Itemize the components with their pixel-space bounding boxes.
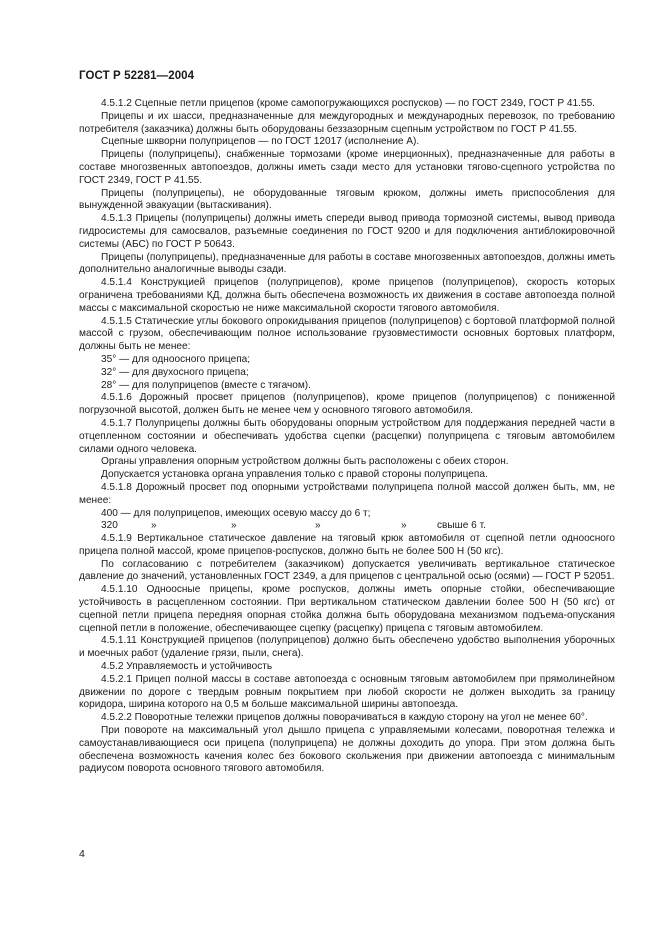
list-item-clearance-320 — [79, 520, 615, 533]
paragraph-kingpins: Сцепные шкворни полуприцепов — по ГОСТ 12017 (исполнение А). — [101, 136, 420, 148]
document-header: ГОСТ Р 52281—2004 — [79, 70, 195, 82]
paragraph-rear-outputs: Прицепы (полуприцепы), предназначенные для работы в составе многозвенных автопоездов, должны иметь дополнительно аналогичные выводы сзади. — [79, 251, 615, 276]
ditto-mark: » — [315, 520, 321, 532]
list-item-angle-35: 35° — для одноосного прицепа; — [101, 353, 251, 365]
ditto-mark: » — [151, 520, 157, 532]
ditto-mark: » — [401, 520, 407, 532]
clause-4-5-1-9: 4.5.1.9 Вертикальное статическое давление на тяговый крюк автомобиля от сцепной петли одноосного прицепа полной массой, кроме прицепов-роспусков, должно быть не более 500 Н (50 кгс). — [79, 533, 615, 557]
clause-4-5-1-7: 4.5.1.7 Полуприцепы должны быть оборудованы опорным устройством для поддержания передней части в отцепленном состоянии и обеспечивать удобства сцепки (расцепки) полуприцепа с тяговым автомобилем силами одного человека. — [79, 417, 615, 455]
list-item-angle-28: 28° — для полуприцепов (вместе с тягачом). — [101, 379, 311, 391]
document-body — [79, 98, 615, 776]
ditto-mark: » — [231, 520, 237, 532]
clearance-condition: свыше 6 т. — [437, 520, 486, 532]
clause-4-5-2-1: 4.5.2.1 Прицеп полной массы в составе автопоезда с основным тяговым автомобилем при прямолинейном движении по дороге с твердым ровным покрытием при любой скорости не должен выходить за границу коридора, ширина которого на 0,5 м больше максимальной ширины автопоезда. — [79, 673, 615, 711]
clearance-value: 320 — [101, 520, 118, 532]
page-number: 4 — [79, 848, 85, 860]
paragraph-evacuation: Прицепы (полуприцепы), не оборудованные тяговым крюком, должны иметь приспособления для вынужденной эвакуации (вытаскивания). — [79, 187, 615, 212]
clause-4-5-1-5: 4.5.1.5 Статические углы бокового опрокидывания прицепов (полуприцепов) с бортовой платформой полной массой с грузом, обеспечивающим полное использование грузовместимости основных бортовых платформ, должны быть не менее: — [79, 315, 615, 353]
paragraph-intercity-trailers: Прицепы и их шасси, предназначенные для междугородных и международных перевозок, по требованию потребителя (заказчика) должны быть оборудованы беззазорным сцепным устройством по ГОСТ Р 41.55. — [79, 110, 615, 135]
list-item-angle-32: 32° — для двухосного прицепа; — [101, 366, 249, 378]
clause-4-5-1-2: 4.5.1.2 Сцепные петли прицепов (кроме самопогружающихся роспусков) — по ГОСТ 2349, ГОСТ Р 41.55. — [101, 98, 595, 109]
clause-4-5-1-4: 4.5.1.4 Конструкцией прицепов (полуприцепов), кроме прицепов (полуприцепов), скорость которых ограничена требованиями КД, должна быть обеспечена возможность их движения в составе автопоезда полной массы с максимальной скоростью не ниже максимальной скорости тягового автомобиля. — [79, 277, 615, 314]
paragraph-max-turn-angle: При повороте на максимальный угол дышло прицепа с управляемыми колесами, поворотная тележка и самоустанавливающиеся оси прицепа (полуприцепа) не должны доходить до упора. При этом должна быть обеспечена возможность качения колес без бокового скольжения при движении автопоезда с минимальным радиусом поворота основного тягового автомобиля. — [79, 725, 615, 775]
clause-4-5-1-3: 4.5.1.3 Прицепы (полуприцепы) должны иметь спереди вывод привода тормозной системы, вывод привода гидросистемы для самосвалов, разъемные соединения по ГОСТ 9200 и для подключения антиблокировочной системы (АБС) по ГОСТ Р 50643. — [79, 213, 615, 250]
clause-4-5-2-2: 4.5.2.2 Поворотные тележки прицепов должны поворачиваться в каждую сторону на угол не менее 60°. — [101, 712, 588, 724]
paragraph-controls-both-sides: Органы управления опорным устройством должны быть расположены с обеих сторон. — [101, 456, 509, 468]
clause-4-5-1-8: 4.5.1.8 Дорожный просвет под опорными устройствами полуприцепа полной массой должен быть, мм, не менее: — [79, 481, 615, 506]
clause-4-5-1-11: 4.5.1.11 Конструкцией прицепов (полуприцепов) должно быть обеспечено удобство выполнения уборочных и моечных работ (удаление грязи, пыли, снега). — [79, 635, 615, 660]
list-item-clearance-400: 400 — для полуприцепов, имеющих осевую массу до 6 т; — [101, 507, 371, 519]
paragraph-braked-trailers: Прицепы (полуприцепы), снабженные тормозами (кроме инерционных), предназначенные для работы в составе многозвенных автопоездов, должны иметь сзади место для установки тягово-сцепного устройства по ГОСТ 2349, ГОСТ Р 41.55. — [79, 149, 615, 186]
paragraph-agreement-pressure: По согласованию с потребителем (заказчиком) допускается увеличивать вертикальное статическое давление до значений, установленных ГОСТ 2349, а для прицепов с центральной осью (осями) — ГОСТ Р 52051. — [79, 558, 615, 583]
clause-4-5-1-10: 4.5.1.10 Одноосные прицепы, кроме роспусков, должны иметь опорные стойки, обеспечивающие устойчивость в расцепленном состоянии. При вертикальном статическом давлении более 500 Н (50 кгс) от сцепной петли прицепа передняя опорная стойка должна быть оборудована механизмом подъема-опускания сцепной петли в положение, обеспечивающее сцепку (расцепку) прицепа с тяговым автомобилем. — [79, 584, 615, 634]
section-heading-4-5-2: 4.5.2 Управляемость и устойчивость — [101, 661, 273, 673]
paragraph-controls-right-side: Допускается установка органа управления только с правой стороны полуприцепа. — [101, 469, 488, 481]
clause-4-5-1-6: 4.5.1.6 Дорожный просвет прицепов (полуприцепов), кроме прицепов (полуприцепов) с пониженной погрузочной высотой, должен быть не менее чем у основного тягового автомобиля. — [79, 392, 615, 417]
